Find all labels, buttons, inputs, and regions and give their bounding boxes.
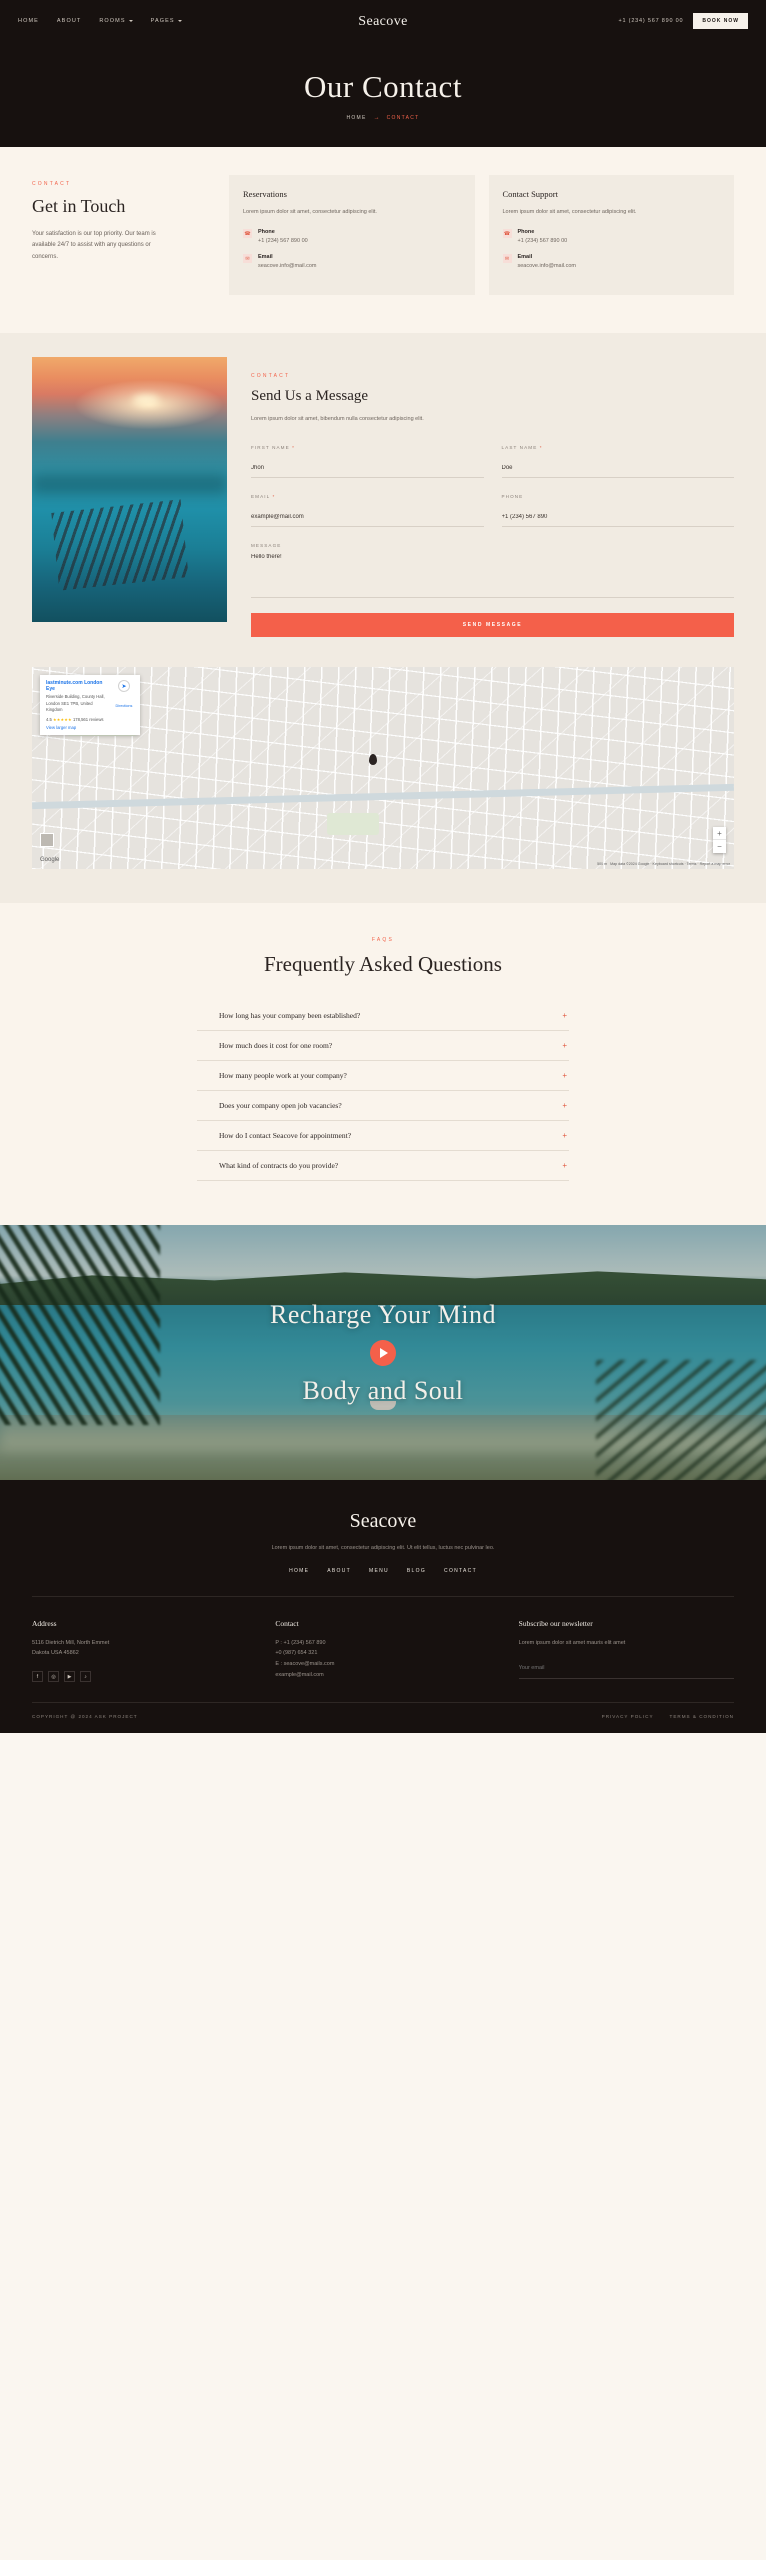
faq-question: Does your company open job vacancies?	[219, 1101, 342, 1111]
required-mark: *	[272, 494, 276, 500]
nav-label: ROOMS	[99, 18, 126, 24]
map-place-card[interactable]	[40, 675, 140, 735]
nav-label: HOME	[18, 18, 39, 24]
plus-icon[interactable]: +	[562, 1130, 567, 1140]
message-label-text: MESSAGE	[251, 543, 282, 549]
map-place-rating	[46, 717, 109, 722]
email-field-group	[251, 494, 484, 527]
send-message-button[interactable]: SEND MESSAGE	[251, 613, 734, 637]
footer-contact-email1[interactable]: E : seacove@mails.com	[275, 1661, 335, 1668]
map-zoom-controls	[713, 827, 726, 853]
faq-heading: Frequently Asked Questions	[264, 952, 502, 977]
message-section	[0, 333, 766, 667]
overwater-villas	[52, 499, 189, 590]
card-title: Contact Support	[502, 189, 558, 199]
sun-glow	[133, 395, 159, 405]
embedded-map[interactable]	[32, 667, 734, 869]
social-links	[32, 1671, 247, 1682]
required-mark: *	[539, 445, 543, 451]
instagram-icon[interactable]: ◎	[48, 1671, 59, 1682]
card-phone-value[interactable]: +1 (234) 567 890 00	[517, 238, 568, 245]
footer-bottom-bar	[32, 1702, 734, 1733]
arrow-right-icon: →	[373, 114, 380, 121]
banner-content	[0, 1225, 766, 1480]
nav-item-rooms[interactable]	[99, 18, 132, 24]
footer-nav-home[interactable]: HOME	[289, 1567, 310, 1574]
form-row-names	[251, 445, 734, 478]
footer-contact-email2[interactable]: example@mail.com	[275, 1671, 324, 1678]
footer-address-line1: 5116 Dietrich Mill, North Emmet	[32, 1639, 110, 1646]
phone-icon: ☎	[503, 230, 511, 237]
breadcrumb-current: CONTACT	[386, 114, 420, 121]
map-location-pin[interactable]	[369, 754, 377, 765]
form-row-contact	[251, 494, 734, 527]
terms-condition-link[interactable]: TERMS & CONDITION	[669, 1714, 734, 1720]
map-attribution	[597, 862, 730, 866]
message-heading: Send Us a Message	[251, 388, 369, 405]
contact-description: Your satisfaction is our top priority. Our team is available 24/7 to assist with any questions or concerns.	[32, 231, 156, 260]
main-nav	[18, 18, 182, 24]
zoom-in-button[interactable]: +	[713, 827, 726, 840]
breadcrumb-home[interactable]: HOME	[346, 114, 367, 121]
footer-newsletter-text: Lorem ipsum dolor sit amet mauris elit amet	[518, 1639, 626, 1646]
top-navigation-bar	[0, 0, 766, 42]
contact-heading: Get in Touch	[32, 196, 126, 216]
footer-address-column	[32, 1619, 247, 1682]
phone-input[interactable]	[502, 514, 735, 527]
first-name-label	[251, 445, 484, 450]
contact-card-support	[489, 175, 735, 295]
nav-item-home[interactable]	[18, 18, 39, 24]
page-title: Our Contact	[304, 68, 462, 104]
header-phone[interactable]: +1 (234) 567 890 00	[618, 18, 684, 24]
newsletter-email-input[interactable]	[519, 1658, 734, 1679]
map-street-view-thumb[interactable]	[40, 833, 54, 847]
message-label	[251, 543, 734, 548]
contact-info-section	[0, 147, 766, 333]
faq-question: How long has your company been established?	[219, 1011, 361, 1021]
footer-newsletter-title: Subscribe our newsletter	[518, 1618, 593, 1628]
envelope-icon: ✉	[243, 254, 252, 263]
faq-question: How many people work at your company?	[219, 1071, 347, 1081]
map-place-info	[46, 680, 109, 730]
plus-icon[interactable]: +	[562, 1040, 567, 1050]
plus-icon[interactable]: +	[562, 1070, 567, 1080]
envelope-icon: ✉	[503, 254, 512, 263]
footer-newsletter-column	[519, 1619, 734, 1682]
phone-field-group	[502, 494, 735, 527]
breadcrumb	[346, 115, 419, 121]
phone-icon: ☎	[244, 230, 251, 237]
map-rating-value: 4.5	[46, 716, 52, 722]
footer-address-line2: Dakota USA 45862	[32, 1650, 79, 1657]
contact-card-reservations	[229, 175, 475, 295]
card-phone-label: Phone	[517, 229, 535, 236]
required-mark: *	[292, 445, 296, 451]
nav-label: ABOUT	[56, 18, 82, 24]
card-email-value[interactable]: seacove.info@mail.com	[517, 263, 576, 270]
plus-icon[interactable]: +	[562, 1160, 567, 1170]
faq-section	[0, 903, 766, 1225]
map-directions-button[interactable]	[114, 680, 134, 730]
contact-intro	[32, 175, 207, 295]
site-logo-text: Seacove	[358, 14, 408, 29]
message-field-group	[251, 543, 734, 603]
phone-label	[502, 494, 735, 499]
directions-icon: ➤	[118, 680, 130, 692]
card-phone-row	[243, 229, 461, 244]
header-actions	[618, 13, 748, 29]
card-phone-label: Phone	[258, 229, 275, 236]
youtube-icon[interactable]: ▶	[64, 1671, 75, 1682]
last-name-field-group	[502, 445, 735, 478]
faq-item[interactable]	[197, 1061, 569, 1091]
contact-eyebrow: CONTACT	[32, 181, 72, 187]
footer-address-title: Address	[32, 1618, 57, 1628]
tiktok-icon[interactable]: ♪	[80, 1671, 91, 1682]
map-terms-text[interactable]: Map data ©2024 Google · Keyboard shortcuts · Terms · Report a map error	[610, 862, 730, 867]
footer-columns	[32, 1597, 734, 1702]
nav-item-pages[interactable]	[151, 18, 182, 24]
footer-contact-column	[275, 1619, 490, 1682]
nav-item-about[interactable]	[57, 18, 81, 24]
play-icon[interactable]	[370, 1340, 396, 1366]
first-name-field-group	[251, 445, 484, 478]
star-icon: ★★★★★	[53, 716, 72, 722]
footer-nav-about[interactable]: ABOUT	[327, 1567, 351, 1574]
email-label	[251, 494, 484, 499]
nav-label: PAGES	[150, 18, 175, 24]
map-place-address: Riverside Building, County Hall, London SE1 7PB, United Kingdom	[46, 694, 105, 713]
card-email-value[interactable]: seacove.info@mail.com	[258, 263, 317, 270]
facebook-icon[interactable]: f	[32, 1671, 43, 1682]
map-review-count: 178,561 reviews	[72, 716, 104, 722]
first-name-label-text: FIRST NAME	[251, 445, 290, 451]
footer-tagline: Lorem ipsum dolor sit amet, consectetur adipiscing elit. Ut elit tellus, luctus nec pulvinar leo.	[271, 1545, 495, 1552]
email-label-text: EMAIL	[251, 494, 271, 500]
banner-headline-line2: Body and Soul	[302, 1375, 464, 1405]
map-section	[0, 667, 766, 903]
plus-icon[interactable]: +	[562, 1100, 567, 1110]
footer-contact-title: Contact	[275, 1618, 299, 1628]
faq-question: How do I contact Seacove for appointment?	[219, 1131, 352, 1141]
faq-item[interactable]	[197, 1121, 569, 1151]
message-lead: Lorem ipsum dolor sit amet, bibendum nulla consectetur adipiscing elit.	[251, 416, 424, 423]
faq-eyebrow: FAQS	[371, 937, 395, 944]
footer-nav	[32, 1568, 734, 1596]
footer-logo[interactable]: Seacove	[349, 1510, 417, 1533]
footer-legal-links	[602, 1714, 734, 1719]
page-hero	[0, 42, 766, 147]
chevron-down-icon	[129, 20, 133, 22]
map-directions-label: Directions	[115, 704, 133, 709]
card-phone-value[interactable]: +1 (234) 567 890 00	[258, 238, 308, 245]
map-park-south	[327, 813, 379, 835]
contact-form	[251, 357, 734, 637]
last-name-label-text: LAST NAME	[501, 445, 538, 451]
first-name-input[interactable]	[251, 465, 484, 478]
chevron-down-icon	[178, 20, 182, 22]
faq-item[interactable]	[197, 1031, 569, 1061]
last-name-input[interactable]	[502, 465, 735, 478]
copyright-text: COPYRIGHT @ 2024 ASK PROJECT	[32, 1714, 138, 1720]
footer-nav-menu[interactable]: MENU	[369, 1567, 389, 1574]
message-eyebrow: CONTACT	[251, 373, 291, 380]
card-title: Reservations	[243, 189, 287, 199]
faq-item[interactable]	[197, 1151, 569, 1181]
message-textarea[interactable]	[251, 554, 734, 598]
footer-nav-blog[interactable]: BLOG	[406, 1567, 427, 1574]
email-input[interactable]	[251, 514, 484, 527]
banner-headline-line1: Recharge Your Mind	[270, 1299, 496, 1329]
google-logo: Google	[40, 857, 60, 864]
card-text: Lorem ipsum dolor sit amet, consectetur adipiscing elit.	[243, 209, 377, 215]
faq-question: How much does it cost for one room?	[219, 1041, 333, 1051]
map-scale-label: 500 m	[597, 862, 608, 867]
faq-question: What kind of contracts do you provide?	[219, 1161, 339, 1171]
zoom-out-button[interactable]: −	[717, 842, 722, 852]
privacy-policy-link[interactable]: PRIVACY POLICY	[601, 1714, 654, 1720]
card-email-row	[243, 254, 461, 269]
card-email-label: Email	[517, 254, 533, 261]
contact-cards	[229, 175, 734, 295]
faq-item[interactable]	[197, 1001, 569, 1031]
last-name-label	[502, 445, 735, 450]
card-email-row	[503, 254, 721, 269]
contact-photo	[32, 357, 227, 622]
book-now-button[interactable]: BOOK NOW	[693, 13, 748, 29]
plus-icon[interactable]: +	[562, 1010, 567, 1020]
faq-list	[197, 1001, 569, 1181]
site-footer	[0, 1480, 766, 1733]
footer-contact-phone2[interactable]: +0 (987) 654 321	[275, 1650, 318, 1657]
play-triangle	[380, 1348, 388, 1358]
footer-nav-contact[interactable]: CONTACT	[444, 1567, 477, 1574]
map-larger-link[interactable]: View larger map	[46, 724, 77, 730]
phone-label-text: PHONE	[501, 494, 524, 500]
video-banner	[0, 1225, 766, 1480]
card-phone-row	[503, 229, 721, 244]
card-text: Lorem ipsum dolor sit amet, consectetur adipiscing elit.	[502, 209, 637, 215]
faq-item[interactable]	[197, 1091, 569, 1121]
footer-contact-phone1[interactable]: P : +1 (234) 567 890	[275, 1639, 326, 1646]
card-email-label: Email	[258, 254, 273, 261]
map-place-title[interactable]: lastminute.com London Eye	[46, 680, 103, 693]
reef-band	[32, 474, 227, 494]
